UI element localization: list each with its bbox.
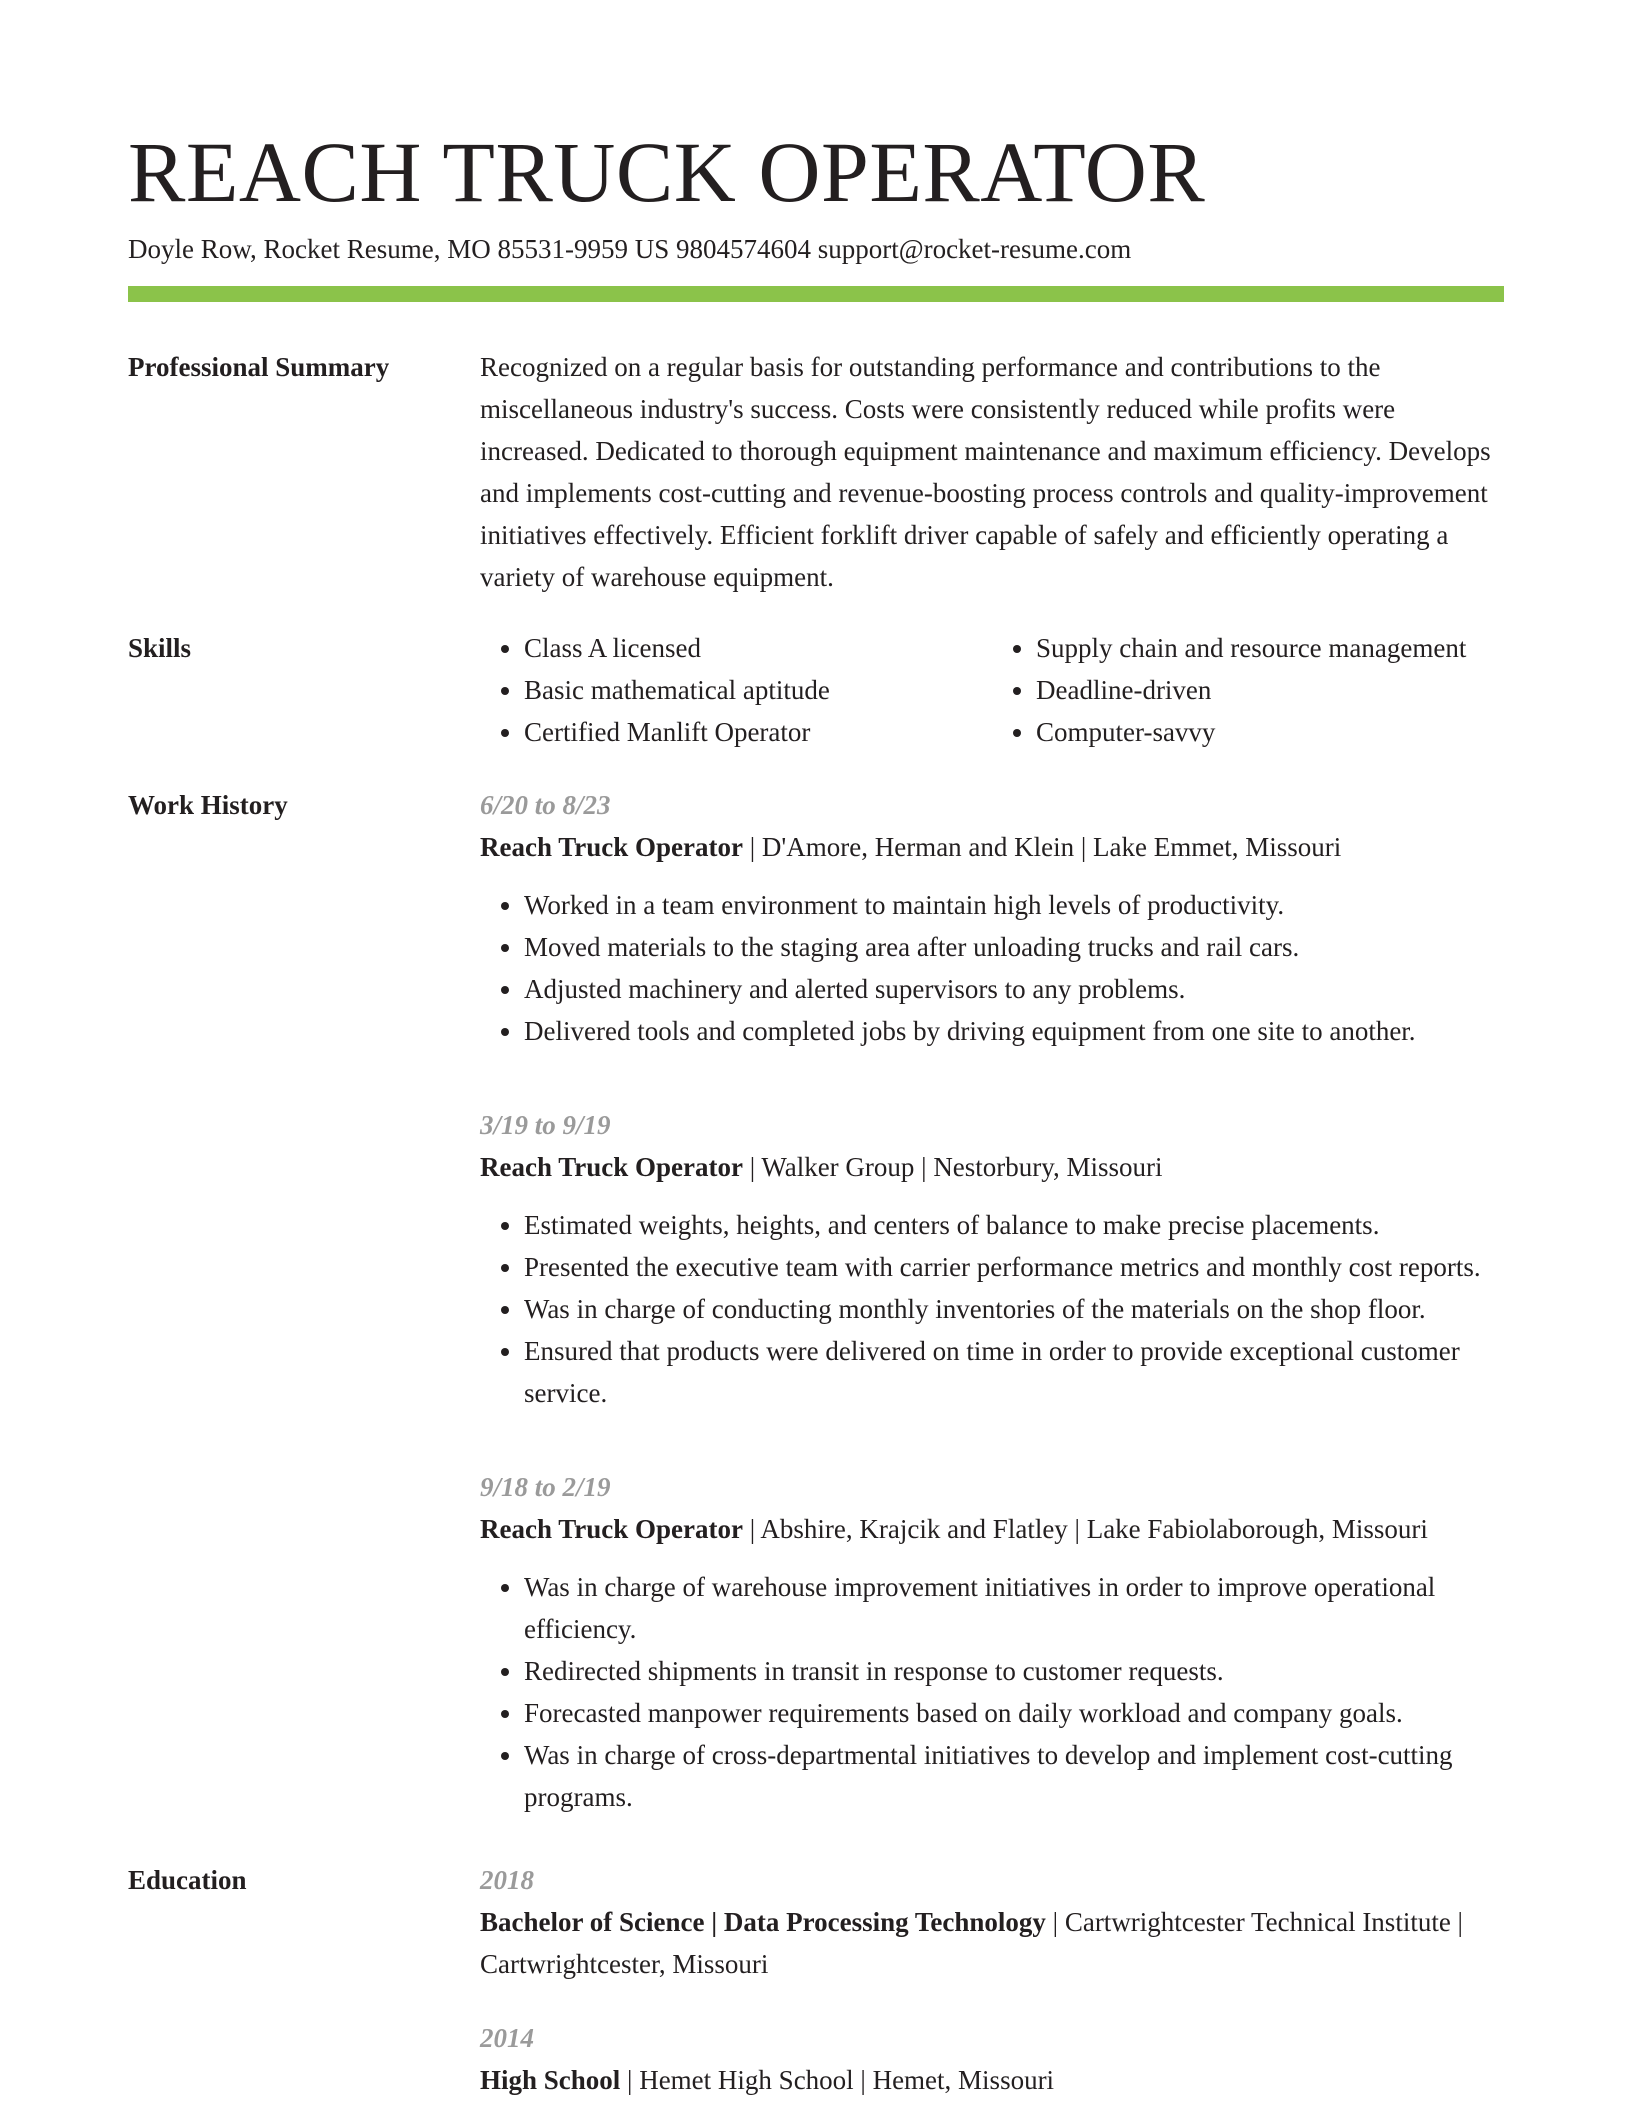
job-bullet: • Was in charge of warehouse improvement initiatives in order to improve operational efficiency. [524, 1566, 1504, 1650]
education-entry [480, 2059, 1504, 2101]
summary-heading: Professional Summary [128, 352, 390, 382]
job-details: | Abshire, Krajcik and Flatley | Lake Fabiolaborough, Missouri [742, 1514, 1428, 1544]
skills-list-left [480, 627, 992, 753]
skills-list-right [992, 627, 1504, 753]
job-heading [480, 826, 1504, 868]
job-bullet: • Presented the executive team with carrier performance metrics and monthly cost reports. [524, 1246, 1504, 1288]
skill-item: • Basic mathematical aptitude [524, 669, 992, 711]
job-entry [480, 784, 1504, 1052]
skill-item: • Class A licensed [524, 627, 992, 669]
job-details: | Walker Group | Nestorbury, Missouri [742, 1152, 1163, 1182]
job-bullet: • Redirected shipments in transit in response to customer requests. [524, 1650, 1504, 1692]
skill-item: • Certified Manlift Operator [524, 711, 992, 753]
job-bullet: • Was in charge of conducting monthly inventories of the materials on the shop floor. [524, 1288, 1504, 1330]
education-entry [480, 1901, 1504, 1985]
skill-item: • Computer-savvy [1036, 711, 1504, 753]
work-history-heading: Work History [128, 790, 288, 820]
skill-item: • Supply chain and resource management [1036, 627, 1504, 669]
job-bullet: • Forecasted manpower requirements based on daily workload and company goals. [524, 1692, 1504, 1734]
job-dates: 6/20 to 8/23 [480, 790, 611, 820]
job-entry [480, 1466, 1504, 1818]
education-heading: Education [128, 1865, 247, 1895]
skill-item: • Deadline-driven [1036, 669, 1504, 711]
job-bullet: • Was in charge of cross-departmental initiatives to develop and implement cost-cutting programs. [524, 1734, 1504, 1818]
skills-heading: Skills [128, 633, 192, 663]
job-bullet: • Adjusted machinery and alerted supervisors to any problems. [524, 968, 1504, 1010]
education-body [480, 1859, 1504, 2101]
job-bullet: • Delivered tools and completed jobs by driving equipment from one site to another. [524, 1010, 1504, 1052]
job-entry [480, 1104, 1504, 1414]
job-heading [480, 1508, 1504, 1550]
job-bullets [480, 1566, 1504, 1818]
job-heading [480, 1146, 1504, 1188]
job-bullet: • Ensured that products were delivered on time in order to provide exceptional customer service. [524, 1330, 1504, 1414]
job-title: Reach Truck Operator [480, 1152, 743, 1182]
education-details: | Hemet High School | Hemet, Missouri [620, 2065, 1055, 2095]
job-details: | D'Amore, Herman and Klein | Lake Emmet, Missouri [742, 832, 1342, 862]
resume-name: REACH TRUCK OPERATOR [128, 124, 1206, 220]
header-divider [128, 286, 1504, 302]
job-bullet: • Moved materials to the staging area after unloading trucks and rail cars. [524, 926, 1504, 968]
job-title: Reach Truck Operator [480, 1514, 743, 1544]
education-details: | Cartwrightcester Technical Institute | Cartwrightcester, Missouri [480, 1907, 1463, 1979]
summary-body [480, 346, 1504, 598]
job-dates: 9/18 to 2/19 [480, 1472, 611, 1502]
job-bullet: • Estimated weights, heights, and centers of balance to make precise placements. [524, 1204, 1504, 1246]
job-title: Reach Truck Operator [480, 832, 743, 862]
education-degree: Bachelor of Science | Data Processing Technology [480, 1907, 1046, 1937]
job-bullets [480, 1204, 1504, 1414]
job-bullet: • Worked in a team environment to maintain high levels of productivity. [524, 884, 1504, 926]
summary-text: Recognized on a regular basis for outstanding performance and contributions to the miscellaneous industry's success. Costs were consistently reduced while profits were increased. Dedicated to thorough equipment maintenance and maximum efficiency. Develops and implements cost-cutting and revenue-boosting process controls and quality-improvement initiatives effectively. Efficient forklift driver capable of safely and efficiently operating a variety of warehouse equipment. [480, 352, 1491, 592]
education-year: 2018 [480, 1865, 534, 1895]
education-year: 2014 [480, 2023, 534, 2053]
job-bullets [480, 884, 1504, 1052]
contact-line: Doyle Row, Rocket Resume, MO 85531-9959 US 9804574604 support@rocket-resume.com [128, 234, 1132, 264]
work-history-body [480, 784, 1504, 1818]
education-degree: High School [480, 2065, 621, 2095]
job-dates: 3/19 to 9/19 [480, 1110, 611, 1140]
skills-body [480, 627, 1504, 753]
